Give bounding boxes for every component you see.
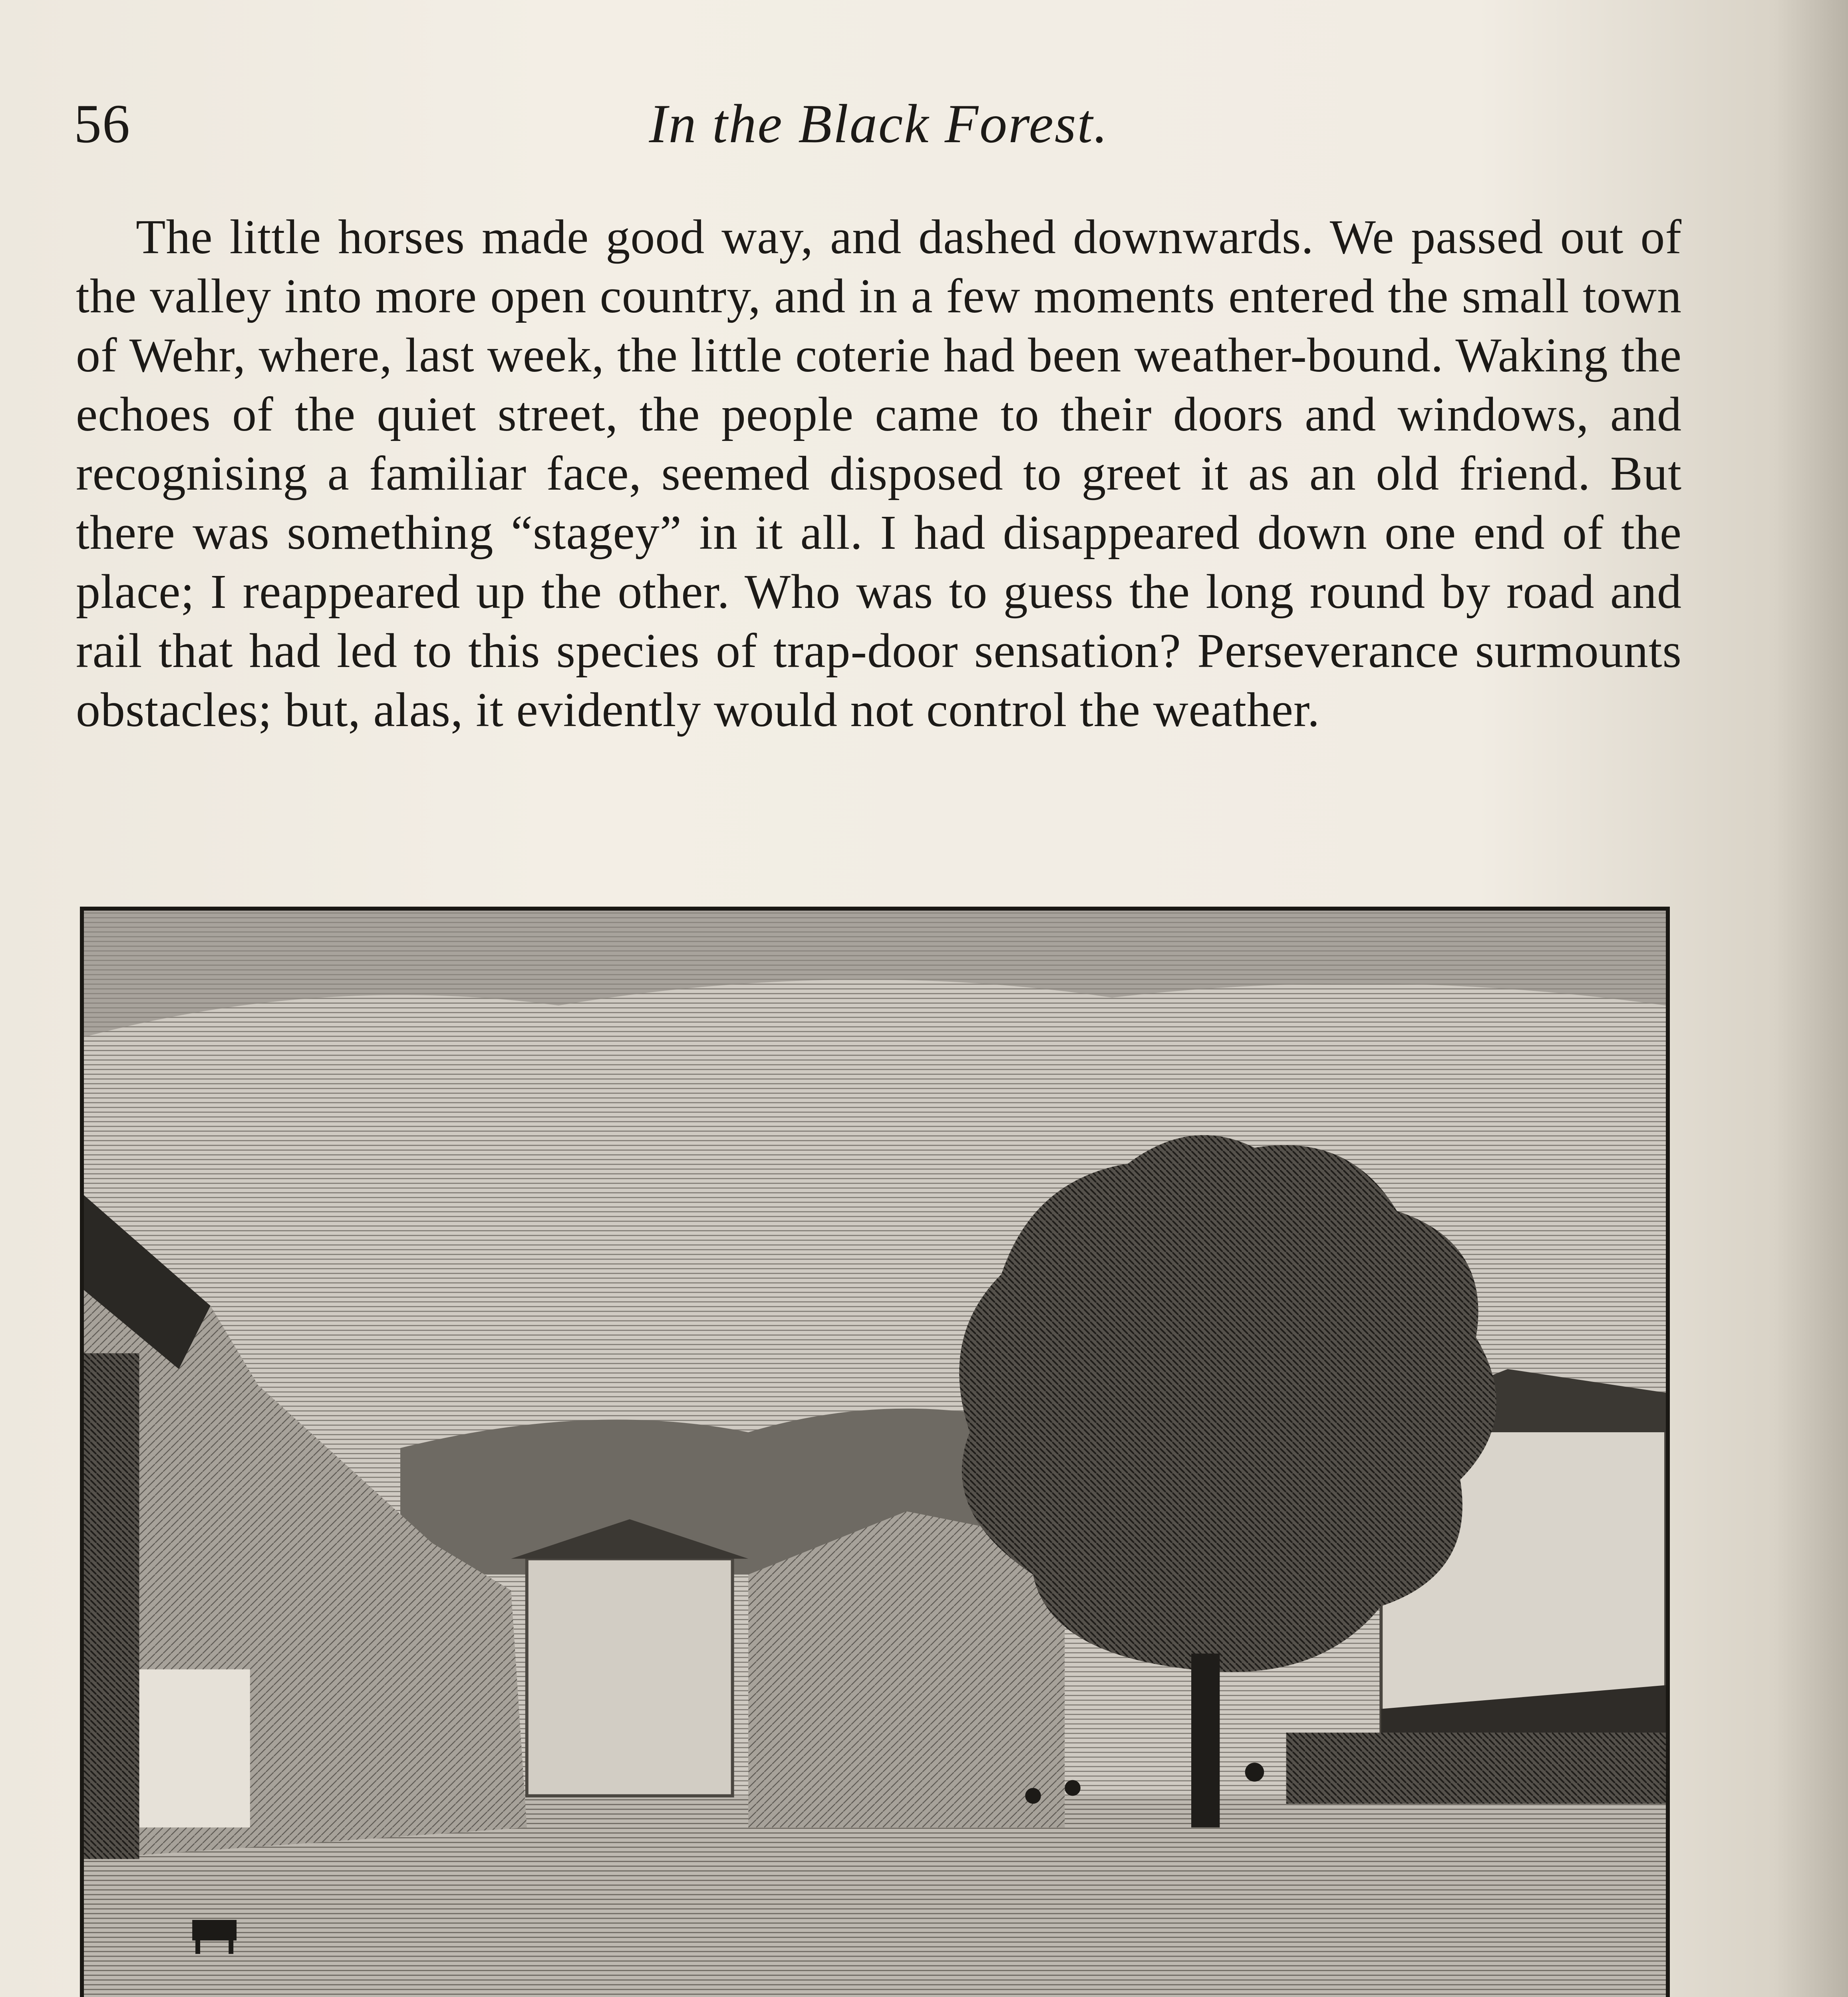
wooden-fence	[1286, 1733, 1666, 1804]
figure-person	[1065, 1780, 1081, 1796]
schonau-engraving	[80, 907, 1670, 1997]
running-title: In the Black Forest.	[649, 93, 1109, 154]
paragraph-text: The little horses made good way, and dashed downwards. We passed out of the valley into more open country, and in a few moments entered the small town of Wehr, where, last week, the little coterie had been weather-bound. Waking the echoes of the quiet street, the people came to their doors and windows, and recognising a familiar face, seemed disposed to greet it as an old friend. But there was something “stagey” in it all. I had disappeared down one end of the place; I reappeared up the other. Who was to guess the long round by road and rail that had led to this species of trap-door sensation? Perseverance surmounts obstacles; but, alas, it evidently would not control the weather.	[76, 210, 1682, 737]
engraving-illustration	[84, 911, 1666, 1997]
left-gable	[84, 1353, 139, 1859]
paragraph-wehr	[76, 208, 1682, 740]
page-number: 56	[74, 93, 131, 154]
distant-house	[527, 1559, 733, 1796]
tree-trunk	[1191, 1654, 1220, 1827]
figure-person	[1025, 1788, 1041, 1804]
left-doorway	[131, 1669, 250, 1828]
page-header	[74, 92, 1684, 172]
figure-person	[1245, 1763, 1264, 1781]
